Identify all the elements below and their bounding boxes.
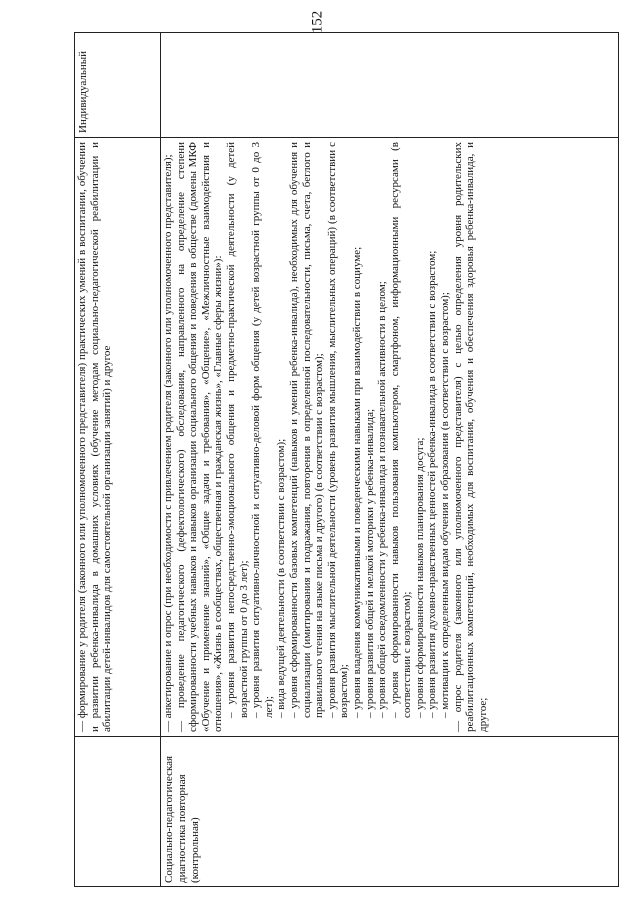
- content-line: – уровня сформированности навыков пользования компьютером, смартфоном, информационными ресурсами (в соответствии с возрастом);: [388, 142, 414, 718]
- content-line: — проведение педагогического (дефектологического) обследования, направленного на определение степени сформированности учебных навыков и навыков организации социального общения и поведения в обществе (домены МКФ «Обучение и применение знаний», «Общие задачи и требования», «Общение», «Межличностные взаимодействия и отношения», «Жизнь в сообществах, общественная и гражданская жизнь», «Главные сферы жизни»):: [174, 142, 225, 732]
- form-cell: Индивидуальный: [77, 51, 89, 133]
- content-cell: [75, 137, 160, 736]
- content-cell: [161, 137, 618, 736]
- content-line: – вида ведущей деятельности (в соответствии с возрастом);: [275, 438, 288, 718]
- content-line: – уровня развития непосредственно-эмоционального общения и предметно-практической деятельности (у детей возрастной группы от 0 до 3 лет);: [224, 142, 250, 718]
- form-cell: [161, 33, 618, 137]
- content-line: – мотивации к определенным видам обучения и образования (в соответствии с возрастом);: [439, 292, 452, 718]
- stage-cell: Социально-педагогическая диагностика повторная (контрольная): [161, 736, 618, 886]
- content-paragraph: — формирование у родителя (законного или уполномоченного представителя) практических умений в воспитании, обучении и развитии ребенка-инвалида в домашних условиях (обучение методам социально-педагогической реабилитации и абилитации детей-инвалидов для самостоятельной организации занятий) и другое: [76, 142, 114, 732]
- content-line: – уровня развития мыслительной деятельности (уровень развития мышления, мыслительных операций) (в соответствии с возрастом);: [325, 142, 351, 718]
- content-line: – уровня сформированности навыков планирования досуга;: [413, 437, 426, 718]
- content-line: – уровня развития духовно-нравственных ценностей ребенка-инвалида в соответствии с возрастом;: [426, 250, 439, 718]
- content-line: – уровня развития ситуативно-личностной и ситуативно-деловой форм общения (у детей возрастной группы от 0 до 3 лет);: [250, 142, 275, 718]
- content-line: — анкетирование и опрос (при необходимости с привлечением родителя (законного или уполномоченного представителя);: [162, 154, 174, 732]
- content-line: — опрос родителя (законного или уполномоченного представителя) с целью определения уровня родительских реабилитационных компетенций, необходимых для воспитания, обучения и обеспечения здоровья ребенка-инвалида, и другое;: [451, 142, 489, 732]
- table-row: [161, 33, 618, 886]
- table-row: [75, 33, 161, 886]
- page-number-text: 152: [309, 10, 326, 34]
- rotated-page-content: [74, 32, 619, 887]
- content-line: – уровня сформированности базовых компетенций (навыков и умений ребенка-инвалида), необходимых для обучения и социализации (имитирования и подражания, повторения в определенной последовательности, письма, счета, беглого и правильного чтения на языке письма и другого) (в соответствии с возрастом);: [287, 142, 326, 718]
- content-line: – уровня общей осведомленности у ребенка-инвалида и познавательной активности в целом;: [376, 281, 389, 718]
- services-table: [74, 32, 619, 887]
- content-line: – уровня владения коммуникативными и поведенческими навыками при взаимодействии в социуме;: [350, 246, 363, 718]
- content-line: – уровня развития общей и мелкой моторики у ребенка-инвалида;: [363, 408, 376, 718]
- stage-cell: [75, 736, 160, 886]
